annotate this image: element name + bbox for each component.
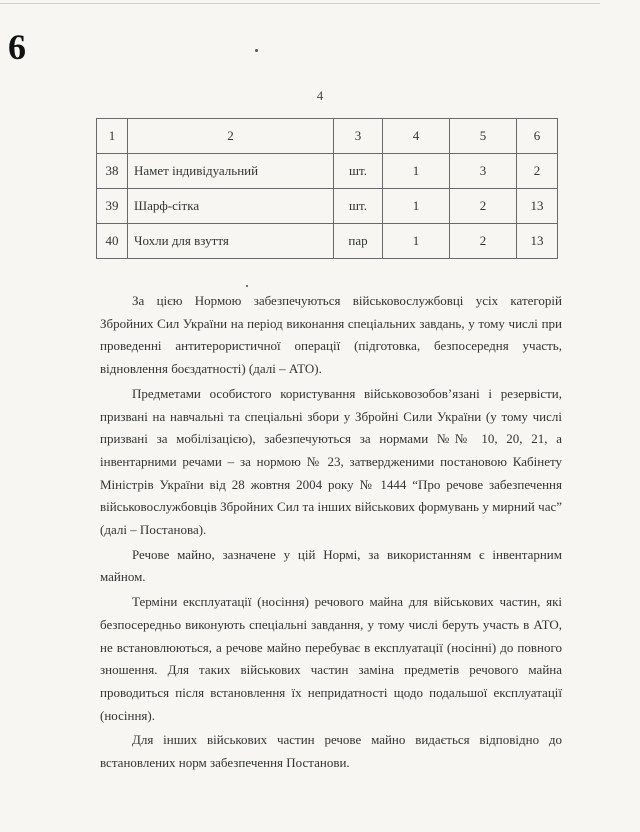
table-cell: 38 [97,154,128,189]
table-cell: Намет індивідуальний [128,154,334,189]
scan-dot [246,285,248,287]
page-number: 4 [316,88,324,103]
items-table [96,118,558,259]
table-row [97,224,558,259]
header-cell: 5 [450,119,517,154]
table-cell: 1 [383,154,450,189]
header-cell: 6 [517,119,558,154]
header-cell: 1 [97,119,128,154]
table-cell: шт. [334,154,383,189]
table-cell: 40 [97,224,128,259]
paragraph: Предметами особистого користування військовозобов’язані і резервісти, призвані на навчальні та спеціальні збори у Збройні Сили України (у тому числі призвані за мобілізацією), забезпечуються за нормами №№ 10, 20, 21, а інвентарними речами – за нормою № 23, затвердженими постановою Кабінету Міністрів України від 28 жовтня 2004 року № 1444 “Про речове забезпечення військовослужбовців Збройних Сил та інших військових формувань у мирний час” (далі – Постанова). [100,385,562,538]
table-cell: 39 [97,189,128,224]
table-cell: 1 [383,189,450,224]
table-row [97,189,558,224]
table-cell: 3 [450,154,517,189]
table-cell: 13 [517,189,558,224]
table-header-row [97,119,558,154]
table-cell: 13 [517,224,558,259]
table-cell: Чохли для взуття [128,224,334,259]
table-cell: шт. [334,189,383,224]
table-cell: 2 [517,154,558,189]
header-cell: 3 [334,119,383,154]
table-cell: 2 [450,189,517,224]
paragraph: Для інших військових частин речове майно видається відповідно до встановлених норм забезпечення Постанови. [100,732,562,771]
table-cell: 1 [383,224,450,259]
header-cell: 2 [128,119,334,154]
table-cell: 2 [450,224,517,259]
scan-speck [255,49,258,52]
table-row [97,154,558,189]
document-body [100,290,562,777]
paragraph: Терміни експлуатації (носіння) речового майна для військових частин, які безпосередньо виконують спеціальні завдання, у тому числі беруть участь в АТО, не встановлюються, а речове майно перебуває в експлуатації (носінні) до повного зношення. Для таких військових частин заміна предметів речового майна проводиться після встановлення їх непридатності щодо подальшої експлуатації (носіння). [100,594,562,723]
header-cell: 4 [383,119,450,154]
corner-number: 6 [8,27,26,67]
paragraph: За цією Нормою забезпечуються військовослужбовці усіх категорій Збройних Сил України на період виконання спеціальних завдань, у тому числі при проведенні антитерористичної операції (підготовка, безпосередня участь, відновлення боєздатності) (далі – АТО). [100,293,562,377]
top-rule [0,3,600,4]
table-cell: пар [334,224,383,259]
paragraph: Речове майно, зазначене у цій Нормі, за використанням є інвентарним майном. [100,546,562,585]
table-cell: Шарф-сітка [128,189,334,224]
